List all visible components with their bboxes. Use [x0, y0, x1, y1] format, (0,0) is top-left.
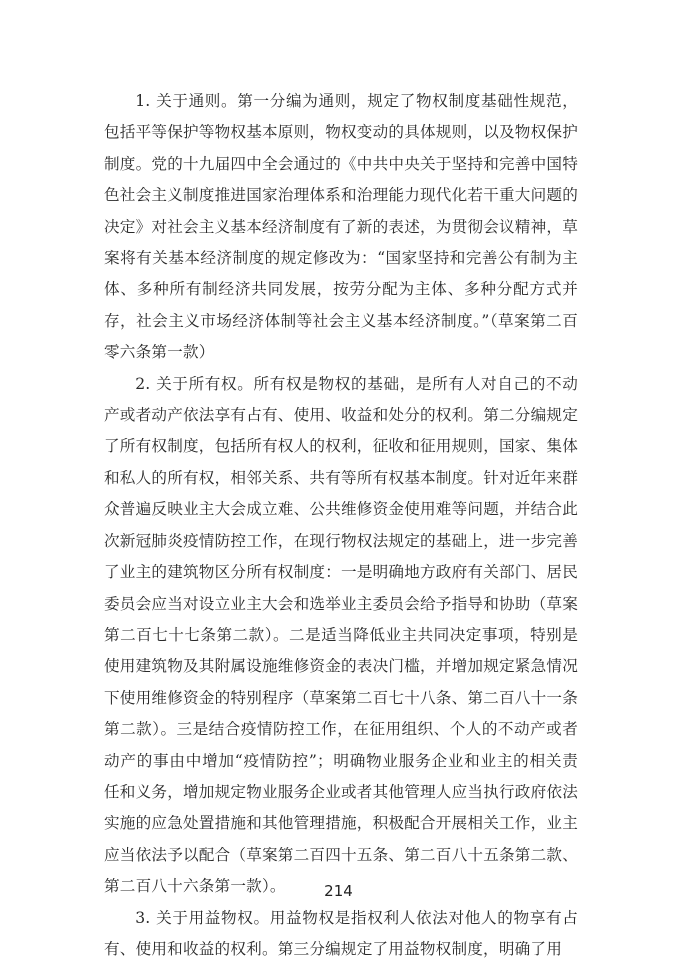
- paragraph-usufruct: 3. 关于用益物权。用益物权是指权利人依法对他人的物享有占有、使用和收益的权利。第三分编规定了用益物权制度，明确了用: [104, 908, 578, 958]
- paragraph-general-rules: 1. 关于通则。第一分编为通则，规定了物权制度基础性规范，包括平等保护等物权基本原则，物权变动的具体规则，以及物权保护制度。党的十九届四中全会通过的《中共中央关于坚持和完善中国特色社会主义制度推进国家治理体系和治理能力现代化若干重大问题的决定》对社会主义基本经济制度有了新的表述，为贯彻会议精神，草案将有关基本经济制度的规定修改为：“国家坚持和完善公有制为主体、多种所有制经济共同发展，按劳分配为主体、多种分配方式并存，社会主义市场经济体制等社会主义基本经济制度。”（草案第二百零六条第一款）: [104, 92, 578, 362]
- page-number: 214: [324, 882, 353, 900]
- paragraph-ownership: 2. 关于所有权。所有权是物权的基础，是所有人对自己的不动产或者动产依法享有占有、使用、收益和处分的权利。第二分编规定了所有权制度，包括所有权人的权利，征收和征用规则，国家、集体和私人的所有权，相邻关系、共有等所有权基本制度。针对近年来群众普遍反映业主大会成立难、公共维修资金使用难等问题，并结合此次新冠肺炎疫情防控工作，在现行物权法规定的基础上，进一步完善了业主的建筑物区分所有权制度：一是明确地方政府有关部门、居民委员会应当对设立业主大会和选举业主委员会给予指导和协助（草案第二百七十七条第二款）。二是适当降低业主共同决定事项，特别是使用建筑物及其附属设施维修资金的表决门槛，并增加规定紧急情况下使用维修资金的特别程序（草案第二百七十八条、第二百八十一条第二款）。三是结合疫情防控工作，在征用组织、个人的不动产或者动产的事由中增加“疫情防控”；明确物业服务企业和业主的相关责任和义务，增加规定物业服务企业或者其他管理人应当执行政府依法实施的应急处置措施和其他管理措施，积极配合开展相关工作，业主应当依法予以配合（草案第二百四十五条、第二百八十五条第二款、第二百八十六条第一款）。: [104, 374, 578, 896]
- page-body: [104, 86, 578, 965]
